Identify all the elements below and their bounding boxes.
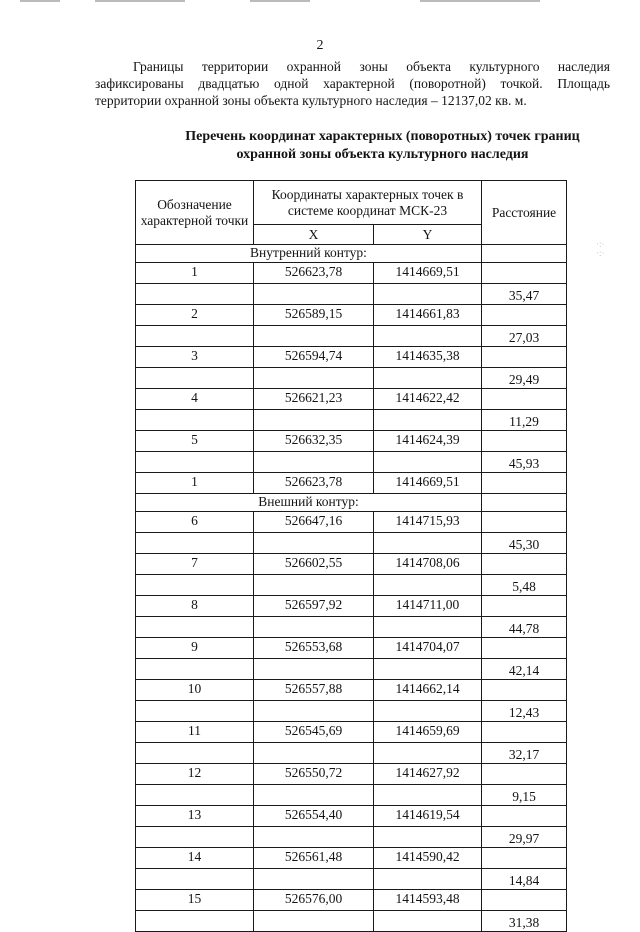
distance-cell bbox=[482, 554, 567, 575]
point-id: 10 bbox=[136, 680, 254, 701]
distance-cell bbox=[482, 347, 567, 368]
empty-cell bbox=[374, 533, 482, 554]
empty-cell bbox=[374, 869, 482, 890]
empty-cell bbox=[374, 326, 482, 347]
point-row bbox=[136, 848, 567, 869]
point-y: 1414593,48 bbox=[374, 890, 482, 911]
point-row bbox=[136, 722, 567, 743]
coordinates-body bbox=[136, 245, 567, 932]
segment-distance: 27,03 bbox=[482, 326, 567, 347]
segment-row bbox=[136, 452, 567, 473]
segment-row bbox=[136, 575, 567, 596]
point-id: 13 bbox=[136, 806, 254, 827]
point-row bbox=[136, 305, 567, 326]
empty-cell bbox=[254, 701, 374, 722]
point-row bbox=[136, 890, 567, 911]
segment-distance: 44,78 bbox=[482, 617, 567, 638]
segment-row bbox=[136, 326, 567, 347]
point-id: 14 bbox=[136, 848, 254, 869]
point-y: 1414715,93 bbox=[374, 512, 482, 533]
segment-distance: 42,14 bbox=[482, 659, 567, 680]
header-x: X bbox=[254, 225, 374, 245]
point-id: 8 bbox=[136, 596, 254, 617]
empty-cell bbox=[254, 911, 374, 932]
empty-cell bbox=[254, 869, 374, 890]
segment-distance: 14,84 bbox=[482, 869, 567, 890]
empty-cell bbox=[374, 743, 482, 764]
point-x: 526621,23 bbox=[254, 389, 374, 410]
point-x: 526553,68 bbox=[254, 638, 374, 659]
empty-cell bbox=[374, 701, 482, 722]
page-number: 2 bbox=[316, 38, 324, 53]
point-y: 1414711,00 bbox=[374, 596, 482, 617]
segment-distance: 31,38 bbox=[482, 911, 567, 932]
distance-cell bbox=[482, 473, 567, 494]
empty-cell bbox=[254, 326, 374, 347]
point-id: 1 bbox=[136, 263, 254, 284]
distance-cell bbox=[482, 305, 567, 326]
point-x: 526647,16 bbox=[254, 512, 374, 533]
point-row bbox=[136, 473, 567, 494]
empty-cell bbox=[136, 326, 254, 347]
point-row bbox=[136, 806, 567, 827]
segment-row bbox=[136, 533, 567, 554]
empty-cell bbox=[136, 827, 254, 848]
point-row bbox=[136, 431, 567, 452]
segment-row bbox=[136, 410, 567, 431]
table-heading-line-1: Перечень координат характерных (поворотных) точек границ bbox=[185, 129, 580, 144]
point-y: 1414704,07 bbox=[374, 638, 482, 659]
segment-distance: 9,15 bbox=[482, 785, 567, 806]
header-distance: Расстояние bbox=[482, 181, 567, 245]
segment-distance: 35,47 bbox=[482, 284, 567, 305]
point-row bbox=[136, 764, 567, 785]
point-y: 1414669,51 bbox=[374, 473, 482, 494]
empty-cell bbox=[136, 911, 254, 932]
point-row bbox=[136, 638, 567, 659]
point-y: 1414708,06 bbox=[374, 554, 482, 575]
point-y: 1414619,54 bbox=[374, 806, 482, 827]
empty-cell bbox=[374, 368, 482, 389]
point-row bbox=[136, 680, 567, 701]
distance-cell bbox=[482, 806, 567, 827]
point-id: 12 bbox=[136, 764, 254, 785]
point-id: 2 bbox=[136, 305, 254, 326]
segment-distance: 45,30 bbox=[482, 533, 567, 554]
distance-cell bbox=[482, 596, 567, 617]
empty-cell bbox=[254, 284, 374, 305]
segment-distance: 45,93 bbox=[482, 452, 567, 473]
point-row bbox=[136, 554, 567, 575]
point-row bbox=[136, 512, 567, 533]
distance-cell bbox=[482, 680, 567, 701]
empty-cell bbox=[254, 575, 374, 596]
distance-cell bbox=[482, 389, 567, 410]
empty-cell bbox=[136, 284, 254, 305]
point-id: 3 bbox=[136, 347, 254, 368]
empty-cell bbox=[254, 743, 374, 764]
empty-cell bbox=[374, 452, 482, 473]
point-row bbox=[136, 347, 567, 368]
distance-cell bbox=[482, 263, 567, 284]
point-x: 526632,35 bbox=[254, 431, 374, 452]
distance-cell bbox=[482, 431, 567, 452]
segment-row bbox=[136, 617, 567, 638]
margin-scan-mark: ·:· ·:· bbox=[596, 239, 605, 258]
empty-cell bbox=[374, 410, 482, 431]
segment-row bbox=[136, 827, 567, 848]
point-y: 1414590,42 bbox=[374, 848, 482, 869]
point-x: 526557,88 bbox=[254, 680, 374, 701]
point-id: 7 bbox=[136, 554, 254, 575]
point-y: 1414659,69 bbox=[374, 722, 482, 743]
segment-row bbox=[136, 701, 567, 722]
intro-paragraph: Границы территории охранной зоны объекта культурного наследия зафиксированы двадцатью одной характерной (поворотной) точкой. Площадь территории охранной зоны объекта культурного наследия – 12137,02 кв. м. bbox=[95, 59, 610, 108]
point-y: 1414622,42 bbox=[374, 389, 482, 410]
segment-row bbox=[136, 743, 567, 764]
empty-cell bbox=[136, 533, 254, 554]
point-y: 1414624,39 bbox=[374, 431, 482, 452]
empty-cell bbox=[254, 785, 374, 806]
distance-cell bbox=[482, 512, 567, 533]
point-x: 526623,78 bbox=[254, 263, 374, 284]
point-id: 9 bbox=[136, 638, 254, 659]
empty-cell bbox=[254, 617, 374, 638]
empty-cell bbox=[254, 452, 374, 473]
empty-cell bbox=[374, 284, 482, 305]
segment-distance: 12,43 bbox=[482, 701, 567, 722]
point-x: 526554,40 bbox=[254, 806, 374, 827]
point-x: 526545,69 bbox=[254, 722, 374, 743]
point-x: 526589,15 bbox=[254, 305, 374, 326]
section-row bbox=[136, 245, 567, 263]
point-x: 526602,55 bbox=[254, 554, 374, 575]
scan-edge-marks bbox=[0, 0, 640, 3]
distance-cell bbox=[482, 848, 567, 869]
empty-cell bbox=[374, 659, 482, 680]
empty-cell bbox=[136, 452, 254, 473]
point-y: 1414669,51 bbox=[374, 263, 482, 284]
empty-cell bbox=[254, 533, 374, 554]
table-heading-line-2: охранной зоны объекта культурного наследия bbox=[236, 147, 529, 162]
section-title: Внешний контур: bbox=[136, 494, 482, 512]
point-x: 526561,48 bbox=[254, 848, 374, 869]
empty-cell bbox=[254, 827, 374, 848]
point-id: 1 bbox=[136, 473, 254, 494]
empty-cell bbox=[136, 785, 254, 806]
segment-distance: 29,49 bbox=[482, 368, 567, 389]
distance-cell bbox=[482, 764, 567, 785]
point-id: 4 bbox=[136, 389, 254, 410]
empty-cell bbox=[136, 743, 254, 764]
empty-cell bbox=[136, 659, 254, 680]
empty-cell bbox=[136, 617, 254, 638]
point-x: 526594,74 bbox=[254, 347, 374, 368]
empty-cell bbox=[254, 368, 374, 389]
segment-row bbox=[136, 911, 567, 932]
point-row bbox=[136, 389, 567, 410]
coordinates-table bbox=[135, 180, 567, 932]
distance-cell bbox=[482, 638, 567, 659]
header-coordinates: Координаты характерных точек в системе координат МСК-23 bbox=[254, 181, 482, 225]
segment-row bbox=[136, 659, 567, 680]
empty-cell bbox=[136, 368, 254, 389]
empty-cell bbox=[374, 785, 482, 806]
empty-cell bbox=[254, 659, 374, 680]
point-row bbox=[136, 263, 567, 284]
segment-row bbox=[136, 368, 567, 389]
section-title: Внутренний контур: bbox=[136, 245, 482, 263]
point-y: 1414627,92 bbox=[374, 764, 482, 785]
point-y: 1414635,38 bbox=[374, 347, 482, 368]
point-row bbox=[136, 596, 567, 617]
point-x: 526597,92 bbox=[254, 596, 374, 617]
empty-cell bbox=[136, 869, 254, 890]
distance-cell bbox=[482, 722, 567, 743]
empty-cell bbox=[374, 827, 482, 848]
empty-cell bbox=[136, 701, 254, 722]
empty-cell bbox=[254, 410, 374, 431]
empty-cell bbox=[136, 575, 254, 596]
point-id: 6 bbox=[136, 512, 254, 533]
point-y: 1414662,14 bbox=[374, 680, 482, 701]
segment-distance: 5,48 bbox=[482, 575, 567, 596]
segment-row bbox=[136, 869, 567, 890]
segment-row bbox=[136, 785, 567, 806]
distance-cell bbox=[482, 494, 567, 512]
empty-cell bbox=[374, 911, 482, 932]
point-x: 526576,00 bbox=[254, 890, 374, 911]
section-row bbox=[136, 494, 567, 512]
header-y: Y bbox=[374, 225, 482, 245]
point-id: 5 bbox=[136, 431, 254, 452]
table-heading bbox=[95, 128, 640, 164]
segment-distance: 11,29 bbox=[482, 410, 567, 431]
header-designation: Обозначение характерной точки bbox=[136, 181, 254, 245]
empty-cell bbox=[136, 410, 254, 431]
distance-cell bbox=[482, 245, 567, 263]
empty-cell bbox=[374, 575, 482, 596]
segment-distance: 29,97 bbox=[482, 827, 567, 848]
segment-row bbox=[136, 284, 567, 305]
point-x: 526550,72 bbox=[254, 764, 374, 785]
point-x: 526623,78 bbox=[254, 473, 374, 494]
point-id: 15 bbox=[136, 890, 254, 911]
distance-cell bbox=[482, 890, 567, 911]
point-id: 11 bbox=[136, 722, 254, 743]
segment-distance: 32,17 bbox=[482, 743, 567, 764]
empty-cell bbox=[374, 617, 482, 638]
point-y: 1414661,83 bbox=[374, 305, 482, 326]
